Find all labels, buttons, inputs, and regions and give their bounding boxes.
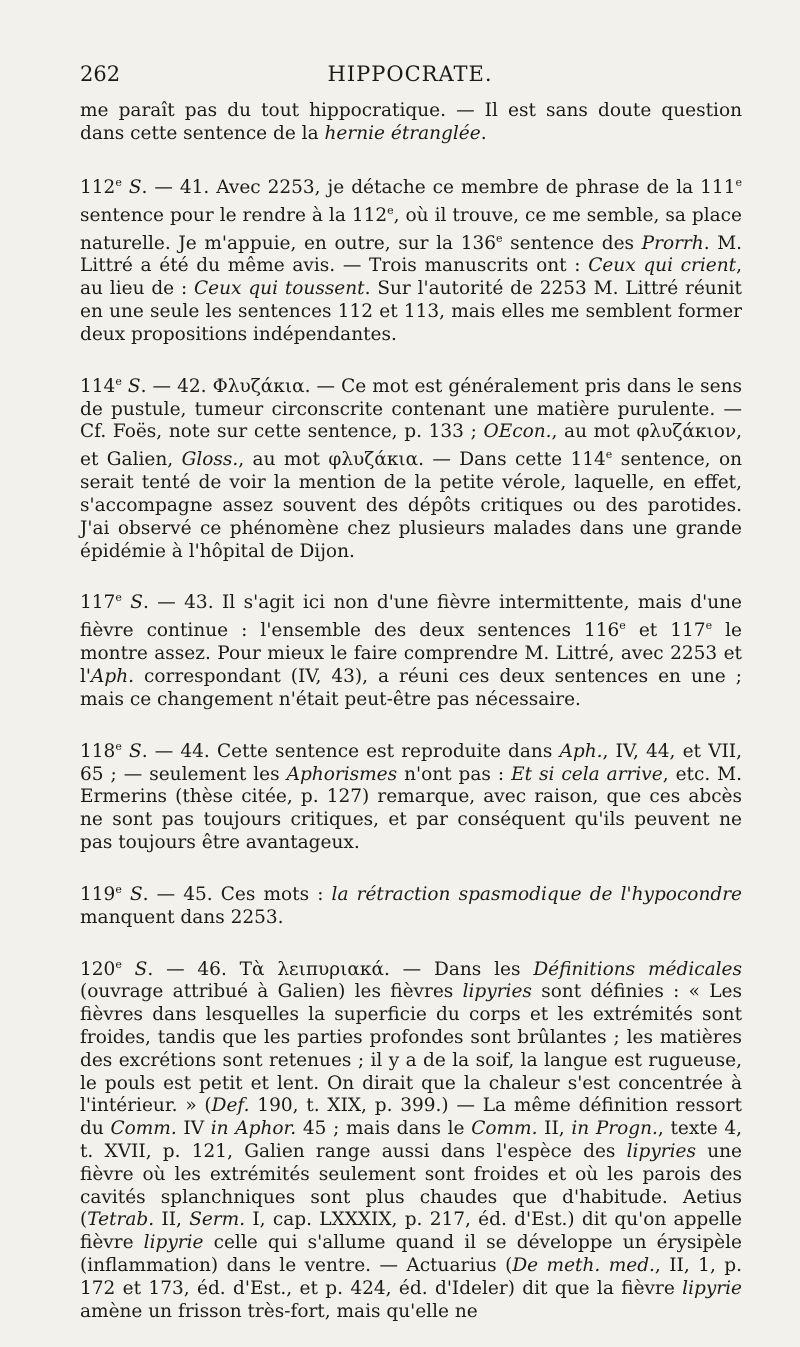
italic-text: Comm. bbox=[471, 1118, 538, 1140]
text-run: 117 bbox=[80, 592, 116, 614]
text-run: 45 ; mais dans le bbox=[296, 1118, 472, 1140]
text-run bbox=[122, 177, 129, 198]
text-run: amène un frisson très-fort, mais qu'elle ne bbox=[80, 1300, 478, 1322]
italic-text: Aph. bbox=[91, 666, 135, 688]
italic-text: Ceux qui toussent bbox=[194, 278, 365, 300]
italic-text: S bbox=[134, 958, 148, 980]
italic-text: Aph. bbox=[559, 740, 603, 762]
text-run: et 117 bbox=[625, 620, 706, 642]
body-text bbox=[80, 100, 742, 1347]
text-run: le montre assez. Pour mieux le faire comprendre M. Littré, avec 2253 et l' bbox=[80, 620, 742, 688]
text-run: I, cap. LXXXIX, p. 217, éd. d'Est.) dit qu'on appelle fièvre bbox=[80, 1209, 742, 1254]
superscript: e bbox=[387, 203, 394, 217]
italic-text: Tetrab. bbox=[87, 1209, 155, 1231]
text-run: me paraît pas du tout hippocratique. — Il est sans doute question dans cette sentence de la bbox=[80, 100, 742, 144]
italic-text: S bbox=[128, 176, 142, 198]
italic-text: S bbox=[127, 375, 141, 397]
text-run: une fièvre où les extrémités seulement sont froides et où les parois des cavités splanchniques sont plus chaudes que d'habitude. Aetius ( bbox=[80, 1141, 742, 1231]
text-run: , au mot φλυζάκιον, et Galien, bbox=[80, 421, 742, 471]
superscript: e bbox=[605, 448, 613, 462]
superscript: e bbox=[619, 619, 626, 633]
text-run bbox=[122, 884, 130, 905]
text-run: II, bbox=[537, 1118, 572, 1140]
italic-text: lipyries bbox=[626, 1141, 696, 1163]
text-run: , où il trouve, ce me semble, sa place naturelle. Je m'appuie, en outre, sur la 136 bbox=[80, 204, 742, 254]
superscript: e bbox=[705, 619, 713, 633]
italic-text: Prorrh bbox=[641, 232, 704, 254]
text-run: 118 bbox=[80, 740, 116, 762]
text-run: , IV, 44, et VII, 65 ; — seulement les bbox=[80, 740, 742, 785]
paragraph-s118 bbox=[80, 736, 742, 855]
italic-text: Gloss. bbox=[181, 449, 239, 471]
superscript: e bbox=[115, 739, 122, 753]
italic-text: in Progn. bbox=[571, 1118, 658, 1140]
text-run: , II, 1, p. 172 et 173, éd. d'Est., et p. 424, éd. d'Ideler) dit que la fièvre bbox=[80, 1255, 742, 1299]
superscript: e bbox=[115, 374, 122, 388]
text-run: . M. Littré a été du même avis. — Trois manuscrits ont : bbox=[80, 232, 743, 277]
text-run: 119 bbox=[80, 883, 116, 905]
text-run: . Sur l'autorité de 2253 M. Littré réunit en une seule les sentences 112 et 113, mais elles me semblent former deux propositions indépendantes. bbox=[80, 278, 742, 345]
italic-text: Et si cela arrive bbox=[511, 763, 663, 785]
running-title: HIPPOCRATE. bbox=[327, 62, 493, 86]
text-run: . — 44. Cette sentence est reproduite dans bbox=[141, 740, 560, 762]
italic-text: De meth. med. bbox=[512, 1255, 655, 1277]
text-run: . — 42. Φλυζάκια. — Ce mot est généralement pris dans le sens de pustule, tumeur circonscrite contenant une matière purulente. — Cf. Foës, note sur cette sentence, p. 133 ; bbox=[80, 375, 742, 443]
italic-text: Def. bbox=[211, 1095, 250, 1117]
italic-text: S bbox=[129, 740, 142, 762]
text-run: . — 45. Ces mots : bbox=[142, 883, 332, 905]
paragraph-s120 bbox=[80, 954, 742, 1324]
text-run: 112 bbox=[80, 176, 116, 198]
text-run: sont définies : « Les fièvres dans lesquelles la superficie du corps et les extrémités sont froides, tandis que les parties profondes sont brûlantes ; les matières des excrétions sont retenues ; il y a de la soif, la langue est rugueuse, le pouls est petit et lent. On dirait que la chaleur s'est concentrée à l'intérieur. » ( bbox=[80, 981, 742, 1117]
text-run bbox=[122, 959, 135, 980]
paragraph-s114 bbox=[80, 371, 742, 564]
text-run: n'ont pas : bbox=[397, 763, 512, 785]
text-run: , texte 4, t. XVII, p. 121, Galien range aussi dans l'espèce des bbox=[80, 1118, 742, 1163]
superscript: e bbox=[735, 175, 742, 189]
italic-text: Aphorismes bbox=[286, 763, 398, 785]
text-run: 190, t. XIX, p. 399.) — La même définition ressort du bbox=[80, 1095, 742, 1140]
text-run: . — 43. Il s'agit ici non d'une fièvre intermittente, mais d'une fièvre continue : l'ensemble des deux sentences 116 bbox=[80, 592, 742, 642]
text-run: . bbox=[480, 122, 487, 144]
text-run: 114 bbox=[80, 375, 116, 397]
superscript: e bbox=[115, 882, 122, 896]
text-run bbox=[122, 592, 130, 613]
superscript: e bbox=[115, 591, 122, 605]
text-run: . — 46. Τὰ λειπυριακά. — Dans les bbox=[147, 958, 534, 980]
text-run: celle qui s'allume quand il se développe un érysipèle (inflammation) dans le ventre. — Actuarius ( bbox=[80, 1232, 742, 1277]
superscript: e bbox=[115, 175, 122, 189]
paragraph-s117 bbox=[80, 587, 742, 711]
italic-text: la rétraction spasmodique de l'hypocondre bbox=[331, 883, 742, 905]
text-run: manquent dans 2253. bbox=[80, 906, 284, 928]
text-run: II, bbox=[154, 1209, 190, 1231]
text-run: , au lieu de : bbox=[80, 255, 742, 300]
paragraph-s112 bbox=[80, 172, 742, 347]
page-header bbox=[80, 62, 740, 92]
text-run: . — 41. Avec 2253, je détache ce membre de phrase de la 111 bbox=[141, 176, 736, 198]
italic-text: OEcon. bbox=[483, 421, 552, 443]
italic-text: hernie étranglée bbox=[324, 122, 481, 144]
italic-text: Définitions médicales bbox=[533, 958, 742, 980]
text-run: , au mot φλυζάκια. — Dans cette 114 bbox=[238, 449, 606, 471]
text-run: correspondant (IV, 43), a réuni ces deux sentences en une ; mais ce changement n'était peut-être pas nécessaire. bbox=[80, 666, 742, 710]
italic-text: S bbox=[130, 592, 143, 614]
text-run: sentence, on serait tenté de voir la mention de la petite vérole, laquelle, en effet, s'accompagne assez souvent des dépôts critiques ou des parotides. J'ai observé ce phénomène chez plusieurs malades dans une grande épidémie à l'hôpital de Dijon. bbox=[80, 449, 742, 562]
text-run: , etc. M. Ermerins (thèse citée, p. 127) remarque, avec raison, que ces abcès ne sont pas toujours critiques, et par conséquent qu'ils peuvent ne pas toujours être avantageux. bbox=[80, 763, 743, 853]
page-number: 262 bbox=[80, 62, 121, 86]
italic-text: Ceux qui crient bbox=[588, 255, 737, 277]
text-run: IV bbox=[176, 1118, 211, 1140]
text-run: (ouvrage attribué à Galien) les fièvres bbox=[80, 981, 463, 1003]
italic-text: lipyrie bbox=[682, 1277, 742, 1299]
text-run: 120 bbox=[80, 958, 116, 980]
italic-text: S bbox=[129, 883, 143, 905]
superscript: e bbox=[115, 957, 122, 971]
italic-text: in Aphor. bbox=[210, 1118, 297, 1140]
italic-text: Serm. bbox=[189, 1209, 246, 1231]
italic-text: Comm. bbox=[110, 1118, 177, 1140]
paragraph-s119 bbox=[80, 879, 742, 930]
italic-text: lipyrie bbox=[143, 1232, 204, 1254]
text-run: sentence des bbox=[502, 232, 642, 254]
text-run: sentence pour le rendre à la 112 bbox=[80, 204, 388, 226]
text-run bbox=[122, 741, 129, 762]
italic-text: lipyries bbox=[462, 981, 532, 1003]
paragraph-intro bbox=[80, 100, 742, 146]
superscript: e bbox=[496, 231, 503, 245]
